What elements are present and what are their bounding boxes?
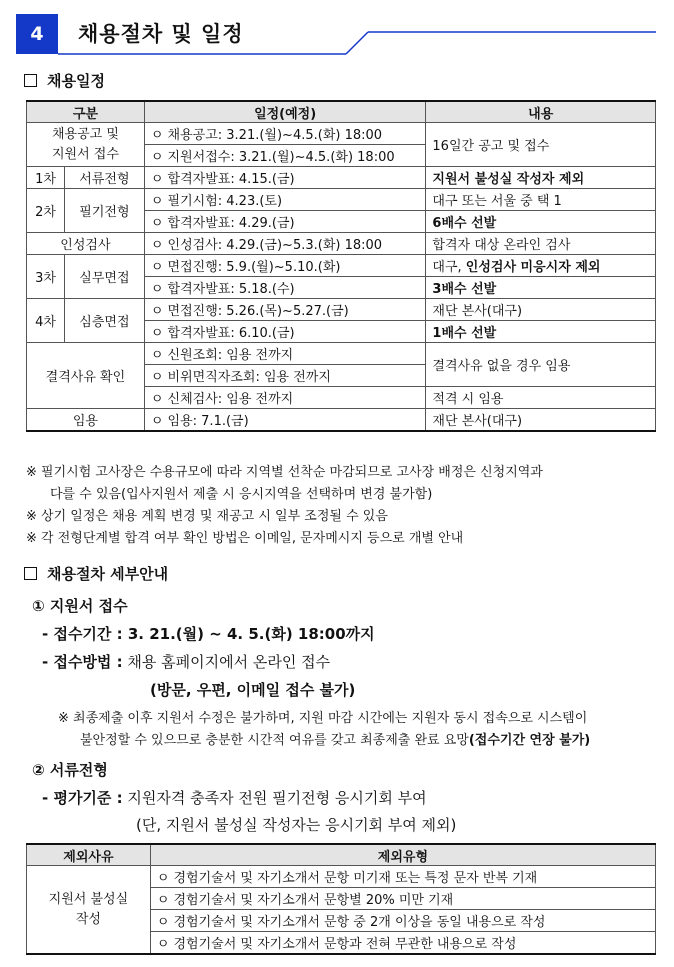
schedule-cell: ㅇ 신원조회: 임용 전까지 — [144, 343, 426, 365]
schedule-cell: ㅇ 비위면직자조회: 임용 전까지 — [144, 365, 426, 387]
row-stage: 3차 — [27, 255, 65, 299]
row-label: 서류전형 — [64, 167, 144, 189]
col-header-type: 제외유형 — [150, 844, 655, 866]
section-number: 4 — [16, 14, 58, 54]
note-line: ※ 상기 일정은 채용 계획 변경 및 재공고 시 일부 조정될 수 있음 — [26, 509, 388, 524]
row-label: 필기전형 — [64, 189, 144, 233]
table-row — [27, 409, 656, 432]
step2-title: ② 서류전형 — [32, 761, 108, 779]
col-header-content: 내용 — [426, 101, 656, 123]
schedule-cell: ㅇ 필기시험: 4.23.(토) — [144, 189, 426, 211]
step1-method-note: (방문, 우편, 이메일 접수 불가) — [150, 681, 356, 699]
content-cell: 재단 본사(대구) — [426, 299, 656, 321]
exclusion-table — [26, 843, 656, 955]
table-row — [27, 255, 656, 277]
step2-criteria-note: (단, 지원서 불성실 작성자는 응시기회 부여 제외) — [136, 816, 457, 834]
row-stage: 1차 — [27, 167, 65, 189]
step2-criteria: - 평가기준 : 지원자격 충족자 전원 필기전형 응시기회 부여 — [42, 789, 427, 807]
row-label: 채용공고 및 지원서 접수 — [27, 123, 145, 167]
schedule-cell: ㅇ 합격자발표: 4.29.(금) — [144, 211, 426, 233]
schedule-cell: ㅇ 임용: 7.1.(금) — [144, 409, 426, 432]
section-recruit-schedule: 채용일정 — [24, 70, 105, 91]
schedule-cell: ㅇ 인성검사: 4.29.(금)~5.3.(화) 18:00 — [144, 233, 426, 255]
row-label: 지원서 불성실 작성 — [27, 866, 151, 955]
table-row — [27, 233, 656, 255]
row-stage: 2차 — [27, 189, 65, 233]
section-header — [16, 14, 656, 56]
table-row — [27, 167, 656, 189]
row-label: 심층면접 — [64, 299, 144, 343]
schedule-cell: ㅇ 채용공고: 3.21.(월)~4.5.(화) 18:00 — [144, 123, 426, 145]
step1-note-line: ※ 최종제출 이후 지원서 수정은 불가하며, 지원 마감 시간에는 지원자 동시 접속으로 시스템이 — [58, 711, 588, 726]
col-header-schedule: 일정(예정) — [144, 101, 426, 123]
col-header-reason: 제외사유 — [27, 844, 151, 866]
content-cell: 대구, 인성검사 미응시자 제외 — [426, 255, 656, 277]
type-cell: ㅇ 경험기술서 및 자기소개서 문항 미기재 또는 특정 문자 반복 기재 — [150, 866, 655, 888]
content-cell: 지원서 불성실 작성자 제외 — [426, 167, 656, 189]
row-label: 인성검사 — [27, 233, 145, 255]
table-row — [27, 189, 656, 211]
schedule-cell: ㅇ 면접진행: 5.9.(월)~5.10.(화) — [144, 255, 426, 277]
type-cell: ㅇ 경험기술서 및 자기소개서 문항과 전혀 무관한 내용으로 작성 — [150, 932, 655, 955]
content-cell: 대구 또는 서울 중 택 1 — [426, 189, 656, 211]
notes-block — [26, 462, 662, 550]
step1-title: ① 지원서 접수 — [32, 597, 128, 615]
content-cell: 재단 본사(대구) — [426, 409, 656, 432]
schedule-cell: ㅇ 면접진행: 5.26.(목)~5.27.(금) — [144, 299, 426, 321]
section-title: 채용절차 및 일정 — [78, 22, 244, 46]
note-line: ※ 각 전형단계별 합격 여부 확인 방법은 이메일, 문자메시지 등으로 개별 안내 — [26, 531, 464, 546]
note-line: 다를 수 있음(입사지원서 제출 시 응시지역을 선택하며 변경 불가함) — [50, 487, 433, 502]
col-header-category: 구분 — [27, 101, 145, 123]
content-cell: 3배수 선발 — [426, 277, 656, 299]
schedule-cell: ㅇ 신체검사: 임용 전까지 — [144, 387, 426, 409]
schedule-cell: ㅇ 합격자발표: 5.18.(수) — [144, 277, 426, 299]
schedule-cell: ㅇ 지원서접수: 3.21.(월)~4.5.(화) 18:00 — [144, 145, 426, 167]
type-cell: ㅇ 경험기술서 및 자기소개서 문항 중 2개 이상을 동일 내용으로 작성 — [150, 910, 655, 932]
step1-method: - 접수방법 : 채용 홈페이지에서 온라인 접수 — [42, 653, 331, 671]
table-row — [27, 866, 656, 888]
content-cell: 1배수 선발 — [426, 321, 656, 343]
table-row — [27, 343, 656, 365]
checkbox-square-icon — [24, 74, 37, 87]
content-cell: 6배수 선발 — [426, 211, 656, 233]
row-label: 실무면접 — [64, 255, 144, 299]
content-cell: 적격 시 임용 — [426, 387, 656, 409]
type-cell: ㅇ 경험기술서 및 자기소개서 문항별 20% 미만 기재 — [150, 888, 655, 910]
schedule-cell: ㅇ 합격자발표: 4.15.(금) — [144, 167, 426, 189]
row-label: 결격사유 확인 — [27, 343, 145, 409]
section-procedure-details: 채용절차 세부안내 — [24, 563, 168, 584]
content-cell: 합격자 대상 온라인 검사 — [426, 233, 656, 255]
content-cell: 결격사유 없을 경우 임용 — [426, 343, 656, 387]
table-row — [27, 123, 656, 145]
step1-note-line: 불안정할 수 있으므로 충분한 시간적 여유를 갖고 최종제출 완료 요망(접수기간 연장 불가) — [80, 733, 591, 748]
note-line: ※ 필기시험 고사장은 수용규모에 따라 지역별 선착순 마감되므로 고사장 배정은 신청지역과 — [26, 465, 543, 480]
step1-period: - 접수기간 : 3. 21.(월) ~ 4. 5.(화) 18:00까지 — [42, 625, 375, 643]
schedule-table — [26, 100, 656, 432]
content-cell: 16일간 공고 및 접수 — [426, 123, 656, 167]
checkbox-square-icon — [24, 567, 37, 580]
table-row — [27, 299, 656, 321]
row-stage: 4차 — [27, 299, 65, 343]
row-label: 임용 — [27, 409, 145, 432]
schedule-cell: ㅇ 합격자발표: 6.10.(금) — [144, 321, 426, 343]
